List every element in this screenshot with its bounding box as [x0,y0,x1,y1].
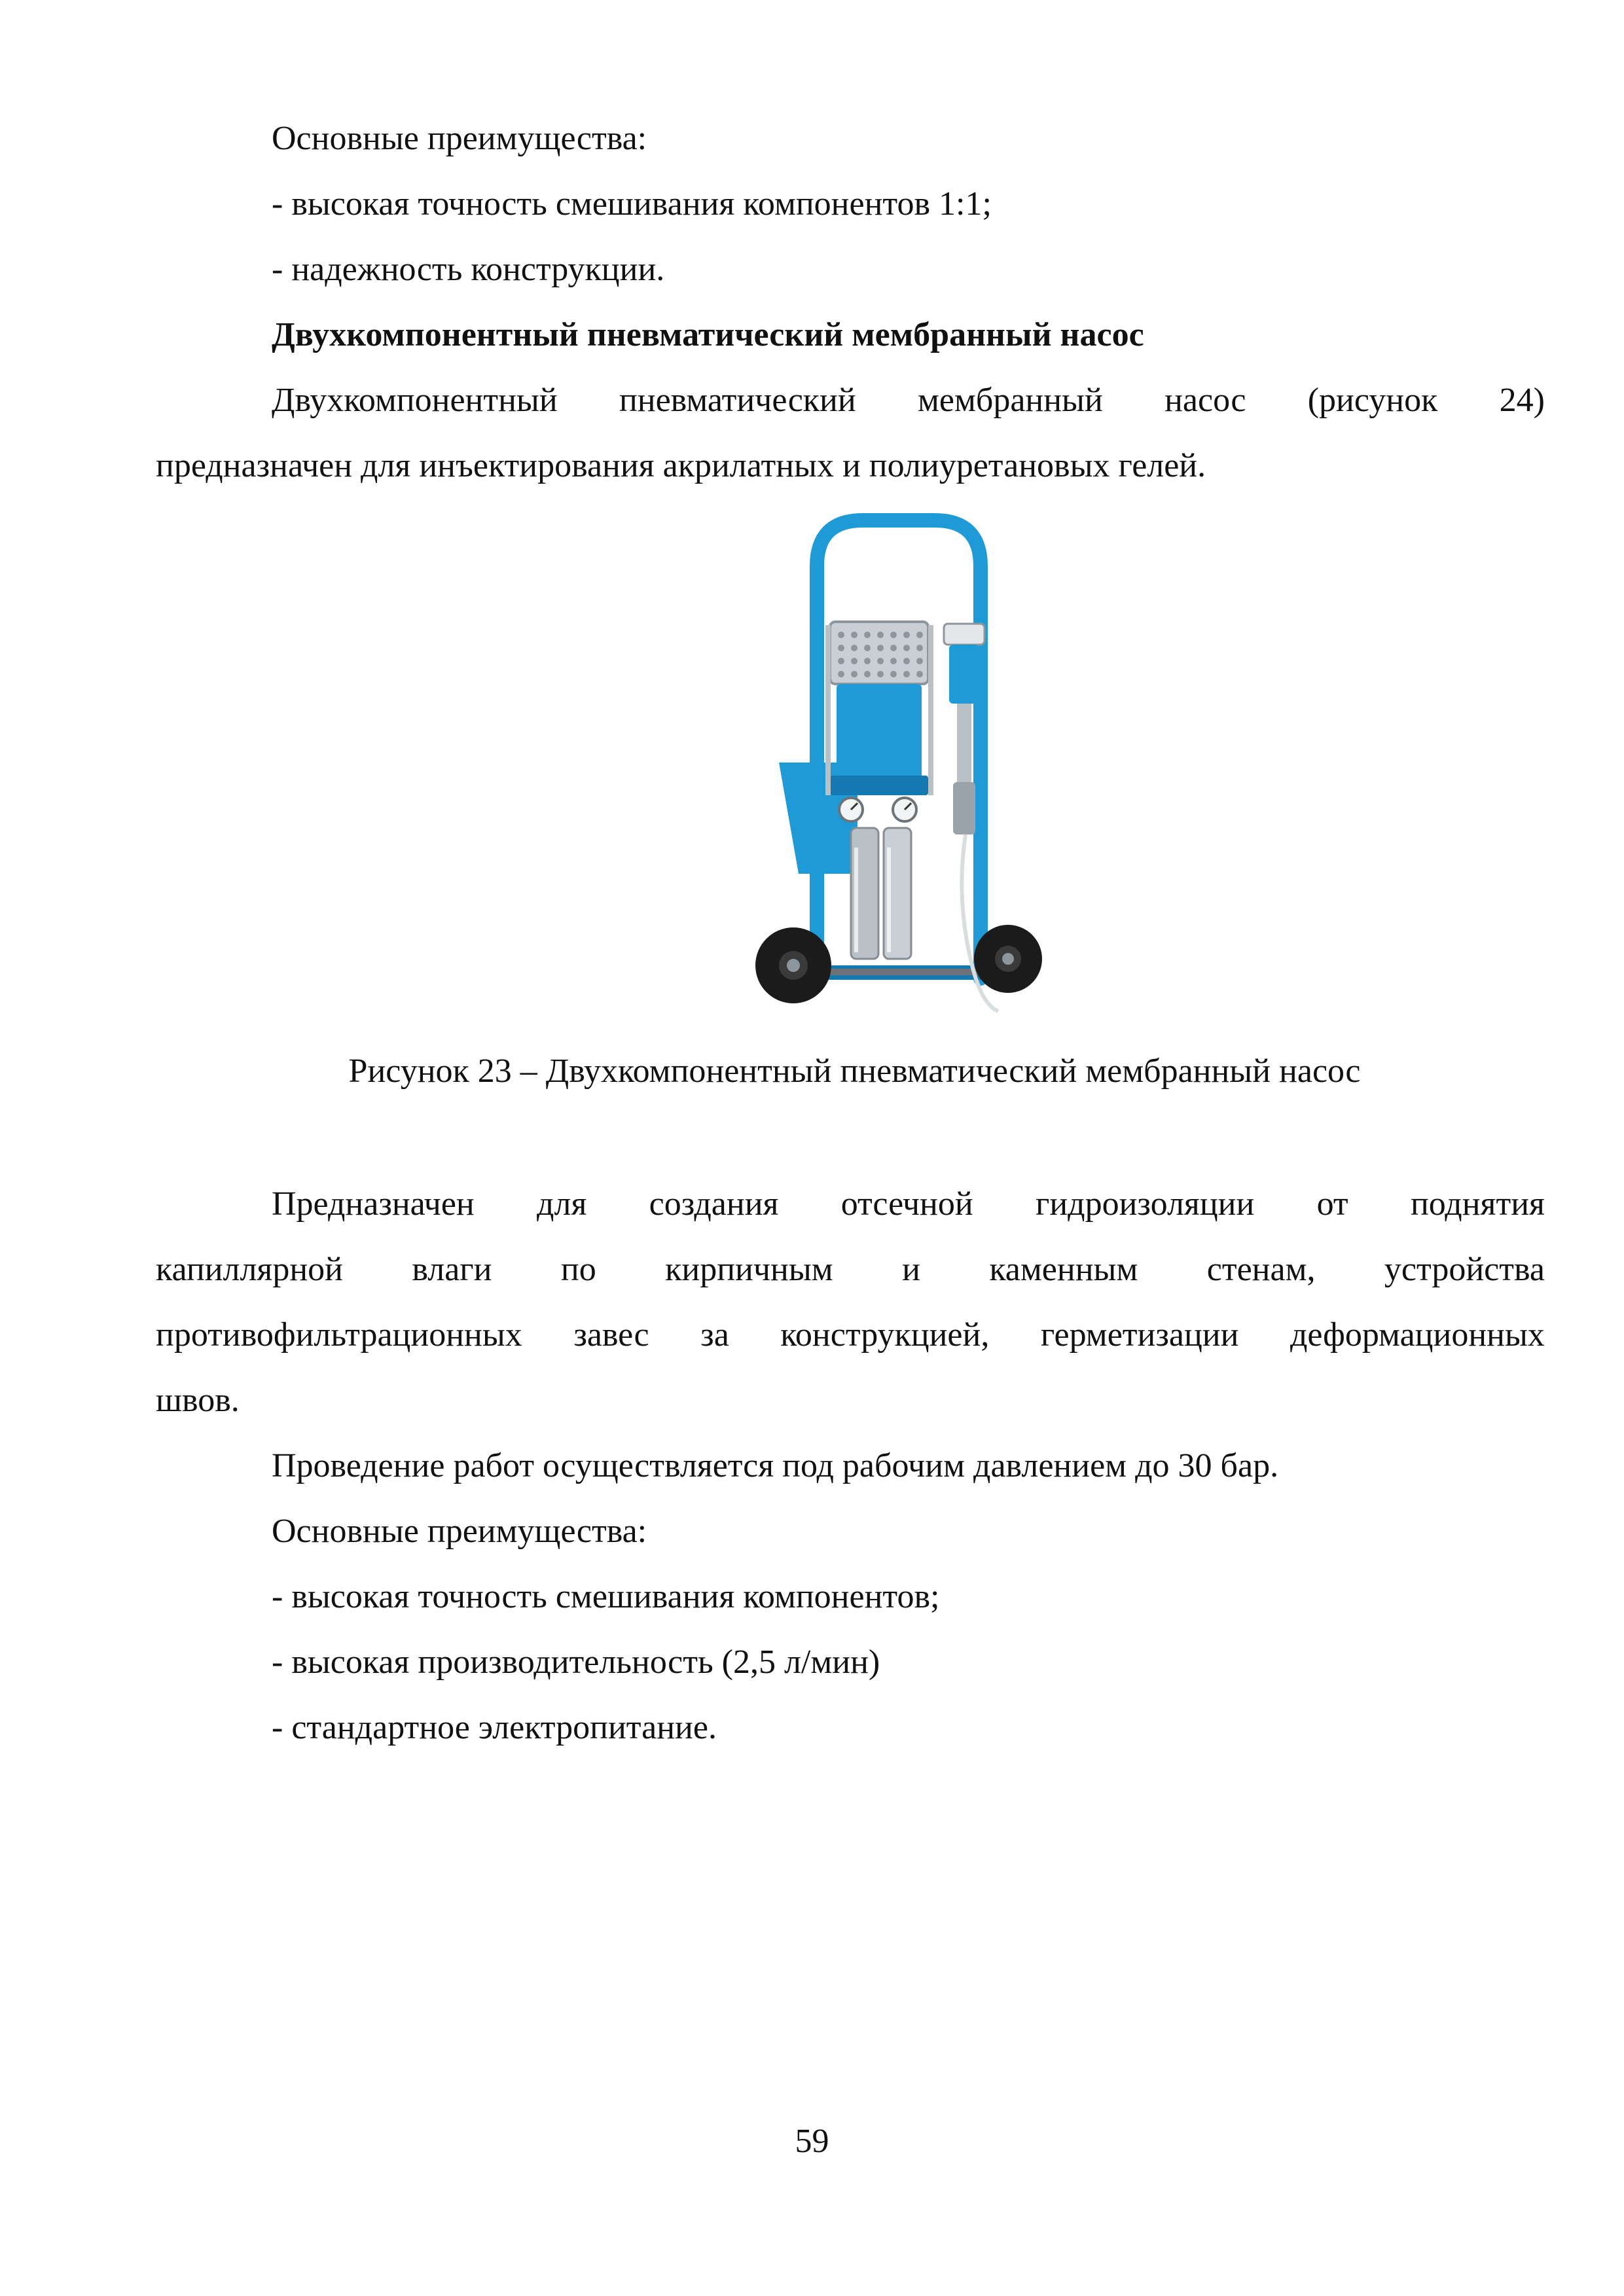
purpose-line-2 [156,1249,1545,1291]
purpose-word: за [700,1316,729,1354]
motor-flange [830,776,928,795]
pressure-text: Проведение работ осуществляется под рабочим давлением до 30 бар. [272,1447,1279,1484]
purpose-word: конструкцией, [780,1316,990,1354]
figure-caption: Рисунок 23 – Двухкомпонентный пневматический мембранный насос [348,1052,1361,1090]
intro-word: пневматический [619,382,856,419]
purpose-word: создания [649,1185,779,1223]
intro-word: мембранный [917,382,1103,419]
advantages-heading-1: Основные преимущества: [272,120,647,157]
intro-word: 24) [1499,382,1545,419]
purpose-word: по [560,1251,596,1288]
purpose-word: Предназначен [272,1185,475,1223]
page-number: 59 [795,2123,829,2160]
intro-word: насос [1164,382,1246,419]
control-head [944,624,984,645]
section-title: Двухкомпонентный пневматический мембранный насос [272,316,1144,353]
control-cylinder [949,645,979,704]
purpose-word: кирпичным [665,1251,833,1288]
purpose-word: стенам, [1206,1251,1316,1288]
purpose-word: от [1316,1185,1348,1223]
purpose-word: и [902,1251,920,1288]
advantages-heading-2: Основные преимущества: [272,1513,647,1550]
pump-figure [753,507,1060,1024]
purpose-line-3 [156,1314,1545,1356]
purpose-word: каменным [989,1251,1138,1288]
intro-line-2: предназначен для инъектирования акрилатных и полиуретановых гелей. [156,447,1206,484]
mixer-valve [953,782,975,834]
purpose-word: для [537,1185,587,1223]
advantage-item-2-2: - высокая производительность (2,5 л/мин) [272,1643,880,1681]
purpose-word: противофильтрационных [156,1316,522,1354]
purpose-word: отсечной [840,1185,973,1223]
purpose-word: поднятия [1410,1185,1545,1223]
purpose-word: деформационных [1290,1316,1545,1354]
purpose-word: гидроизоляции [1035,1185,1255,1223]
intro-word: (рисунок [1307,382,1438,419]
purpose-word: капиллярной [156,1251,343,1288]
purpose-line-4: швов. [156,1382,240,1419]
advantage-item-2-3: - стандартное электропитание. [272,1709,717,1746]
advantage-item-1-1: - высокая точность смешивания компонентов 1:1; [272,185,992,223]
intro-word: Двухкомпонентный [272,382,558,419]
motor-body [837,684,922,782]
purpose-word: устройства [1384,1251,1545,1288]
purpose-word: влаги [412,1251,492,1288]
advantage-item-1-2: - надежность конструкции. [272,251,665,288]
purpose-line-1 [272,1183,1545,1225]
advantage-item-2-1: - высокая точность смешивания компонентов; [272,1578,940,1615]
mixer-stem [957,704,971,782]
purpose-word: герметизации [1040,1316,1239,1354]
purpose-word: завес [573,1316,649,1354]
intro-line-1 [272,380,1545,422]
